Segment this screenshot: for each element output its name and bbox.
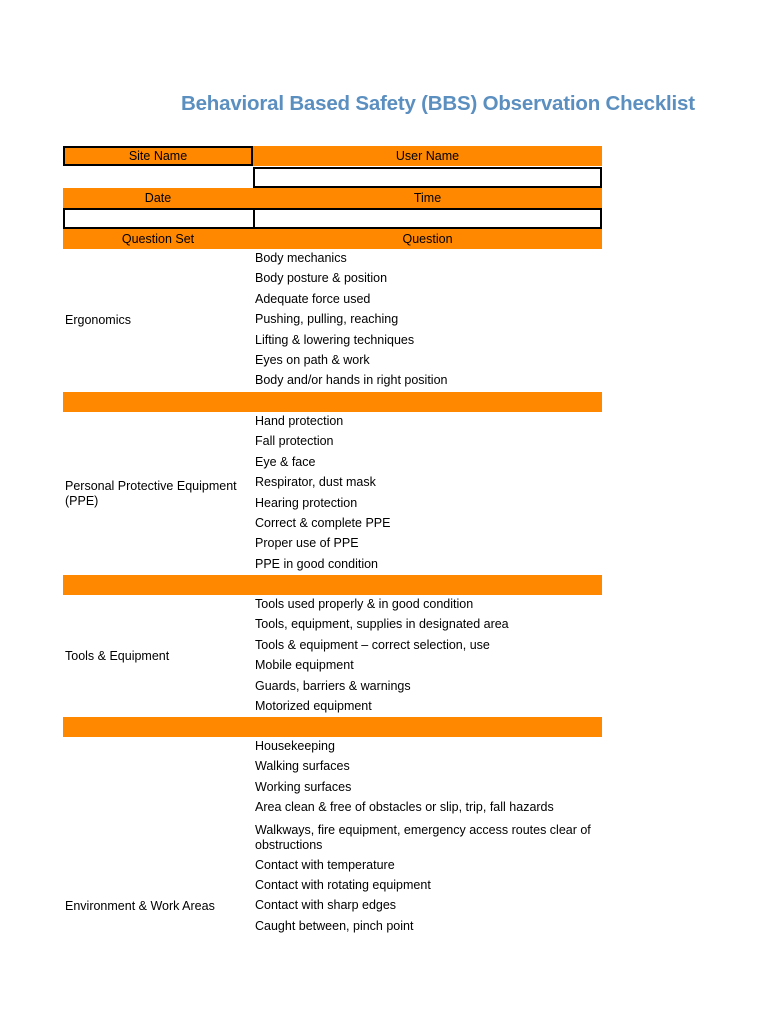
question-item: Correct & complete PPE (255, 515, 391, 530)
group-separator (63, 575, 602, 595)
header-row-site-user (63, 146, 602, 166)
question-item: Contact with rotating equipment (255, 877, 431, 892)
site-name-header: Site Name (63, 146, 253, 166)
site-user-input-row (63, 167, 602, 188)
date-header: Date (144, 191, 172, 205)
question-item: Eyes on path & work (255, 352, 370, 367)
header-row-date-time (63, 188, 602, 208)
question-item: Walking surfaces (255, 759, 350, 774)
question-item: Pushing, pulling, reaching (255, 312, 399, 327)
group-separator (63, 392, 602, 412)
question-item: Lifting & lowering techniques (255, 332, 415, 347)
question-item: Contact with temperature (255, 857, 395, 872)
document-title: Behavioral Based Safety (BBS) Observation Checklist (181, 92, 695, 115)
question-item: Tools & equipment – correct selection, use (255, 637, 490, 652)
question-item: Motorized equipment (255, 698, 372, 713)
question-item: Tools, equipment, supplies in designated area (255, 617, 509, 632)
question-item: Proper use of PPE (255, 536, 359, 551)
date-time-input-row (63, 208, 602, 229)
date-cell[interactable] (63, 208, 253, 229)
question-item: Body mechanics (255, 251, 347, 265)
question-item: Area clean & free of obstacles or slip, trip, fall hazards (255, 800, 554, 815)
question-item: PPE in good condition (255, 556, 379, 571)
question-group-tools-equipment (63, 595, 602, 717)
question-item: Mobile equipment (255, 658, 354, 673)
question-group-ergonomics (63, 249, 602, 392)
header-row-question (63, 229, 602, 249)
question-item: Fall protection (255, 434, 334, 449)
group-separator (63, 717, 602, 737)
question-set-label: Personal Protective Equipment (PPE) (65, 478, 237, 508)
question-set-header: Question Set (121, 232, 195, 246)
question-item: Adequate force used (255, 291, 371, 306)
question-item: Contact with sharp edges (255, 898, 397, 913)
question-set-label: Environment & Work Areas (65, 899, 215, 913)
question-item: Hearing protection (255, 495, 358, 510)
time-cell[interactable] (253, 208, 602, 229)
question-group-ppe (63, 412, 602, 575)
question-item: Walkways, fire equipment, emergency access routes clear of obstructions (255, 822, 591, 852)
question-set-label: Ergonomics (65, 313, 131, 327)
user-name-header: User Name (395, 149, 460, 163)
question-item: Respirator, dust mask (255, 475, 376, 490)
site-name-cell[interactable] (63, 167, 253, 188)
user-name-cell[interactable] (253, 167, 602, 188)
question-item: Housekeeping (255, 739, 335, 753)
question-item: Hand protection (255, 414, 344, 428)
question-item: Body and/or hands in right position (255, 373, 448, 388)
question-item: Guards, barriers & warnings (255, 678, 411, 693)
question-group-environment (63, 737, 602, 937)
question-item: Caught between, pinch point (255, 918, 414, 933)
question-header: Question (402, 232, 453, 246)
question-item: Tools used properly & in good condition (255, 597, 474, 611)
question-item: Eye & face (255, 454, 316, 469)
question-item: Body posture & position (255, 271, 388, 286)
question-item: Working surfaces (255, 779, 352, 794)
question-set-label: Tools & Equipment (65, 648, 170, 663)
time-header: Time (413, 191, 442, 205)
